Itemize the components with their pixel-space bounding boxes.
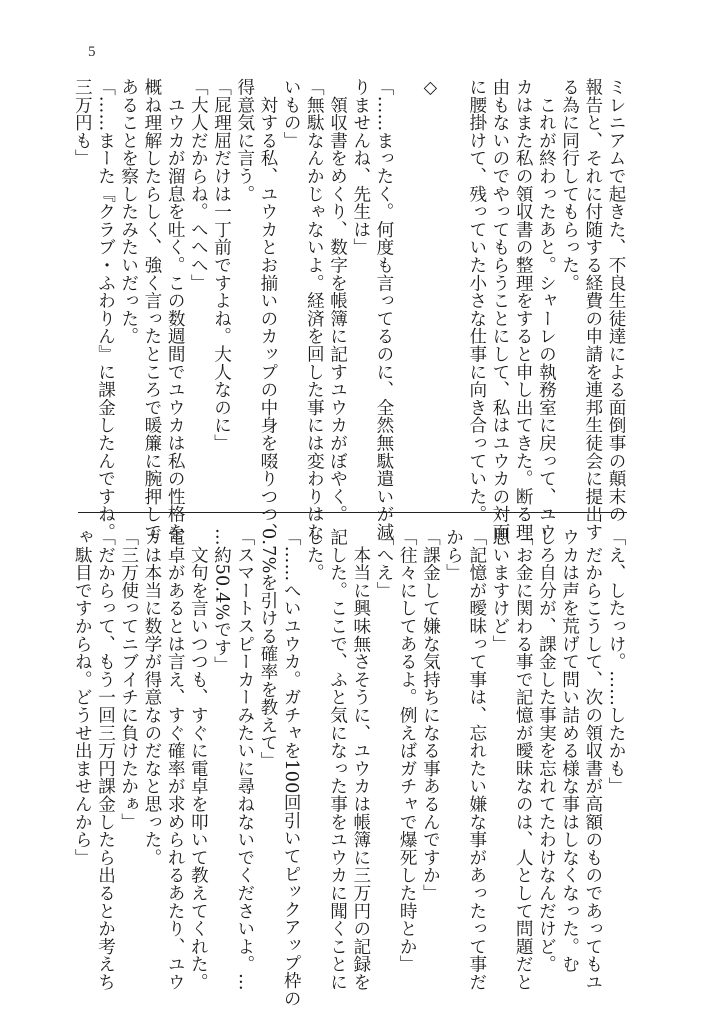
text-line: 「へえ」 [373,528,394,600]
text-line: 概ね理解したらしく、強く言ったところで暖簾に腕押しで [141,78,162,541]
text-line: 報告と、それに付随する経費の申請を連邦生徒会に提出す [582,78,603,541]
text-line: 記した。ここで、ふと気になった事をユウカに聞くことに [327,528,348,991]
text-line: 領収書をめくり、数字を帳簿に記すユウカがぼやく。 [327,78,348,523]
text-line: 得意気に言う。 [234,78,255,203]
text-line: 本当に興味無さそうに、ユウカは帳簿に三万円の記録を [350,528,371,991]
text-line: る為に同行してもらった。 [559,78,580,292]
text-line: 0.7%を引ける確率を教えて」 [257,528,278,770]
text-line: 「課金して嫌な気持ちになる事あるんですか」 [420,528,441,902]
text-line: カはまた私の領収書の整理をすると申し出てきた。断る理 [513,78,534,541]
text-line: 三万円も」 [72,78,93,167]
text-line: 思いますけど」 [489,528,510,653]
text-line: 「だからって、もう一回三万円課金したら出るとか考えち [95,528,116,991]
text-line: 「……まーた『クラブ・ふわりん』に課金したんですね。 [95,78,116,541]
bottom-text-block [72,528,627,1008]
text-line: ユウカが溜息を吐く。この数週間でユウカは私の性格を [165,78,186,541]
text-line: ウカは声を荒げて問い詰める様な事はしなくなった。む [559,528,580,973]
text-line: あることを察したみたいだった。 [118,78,139,345]
text-line: しろ自分が、課金した事実を忘れてたわけなんだけど。 [536,528,557,973]
text-line: 「屁理屈だけは一丁前ですよね。大人なのに」 [211,78,232,452]
page-number: 5 [88,44,96,60]
text-line: 電卓があるとは言え、すぐ確率が求められるあたり、ユウ [165,528,186,991]
text-line: 「……へいユウカ。ガチャを100回引いてピックアップ枠の [281,528,302,1008]
text-line: から」 [443,528,464,582]
text-line: 対する私、ユウカとお揃いのカップの中身を啜りつつ、 [257,78,278,541]
text-line: りませんね、先生は」 [350,78,371,256]
text-line: 「お金に関わる事で記憶が曖昧なのは、人として問題だと [513,528,534,991]
text-line [441,78,464,498]
text-line: 「大人だからね。へへへ」 [188,78,209,292]
text-line: ゃ駄目ですからね。どうせ出ませんから」 [72,528,93,867]
section-divider [78,512,627,513]
text-line: に腰掛けて、残っていた小さな仕事に向き合っていた。 [466,78,487,523]
text-line: 「スマートスピーカーみたいに尋ねないでくださいよ。… [234,528,255,991]
text-line [395,78,418,498]
text-line: 文句を言いつつも、すぐに電卓を叩いて教えてくれた。 [188,528,209,991]
text-line: 「三万使ってニブイチに負けたかぁ」 [118,528,139,831]
text-line: 「え、したっけ。……したかも」 [606,528,626,795]
text-line: 由もないのでやってもらうことにして、私はユウカの対面 [489,78,510,541]
text-line: 「記憶が曖昧って事は、忘れたい嫌な事があったって事だ [466,528,487,991]
text-line: いもの」 [281,78,302,150]
text-line: 「……まったく。何度も言ってるのに、全然無駄遣いが減 [373,78,394,541]
text-line: ◇ [420,78,441,99]
text-line: カは本当に数学が得意なのだなと思った。 [141,528,162,867]
text-line: 「無駄なんかじゃないよ。経済を回した事には変わりはな [304,78,325,541]
text-line: だからこうして、次の領収書が高額のものであってもユ [582,528,603,991]
text-line: ミレニアムで起きた、不良生徒達による面倒事の顛末の [606,78,626,523]
top-text-block [72,78,627,541]
text-line: 「往々にしてあるよ。例えばガチャで爆死した時とか」 [397,528,418,973]
text-line: …約50.4%です」 [211,528,232,674]
text-line: した。 [304,528,325,582]
text-line: これが終わったあと。シャーレの執務室に戻って、ユウ [536,78,557,541]
